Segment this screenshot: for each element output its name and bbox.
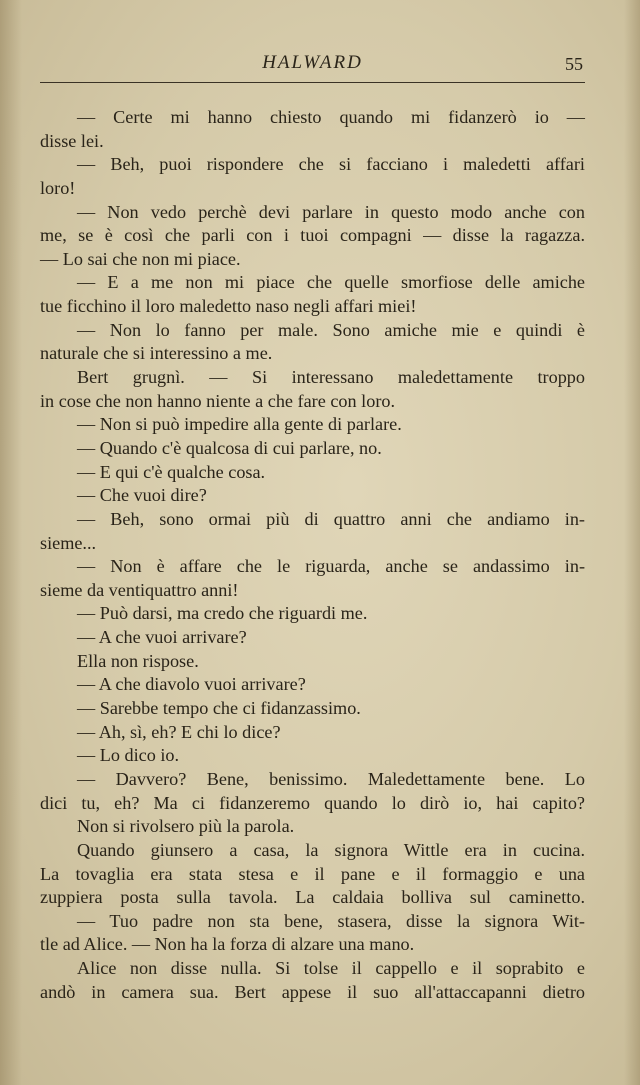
text-line: — Non si può impedire alla gente di parlare.: [77, 414, 402, 435]
text-line: naturale che si interessino a me.: [40, 343, 273, 364]
running-title: HALWARD: [262, 52, 363, 73]
text-line: andò in camera sua. Bert appese il suo all'attaccapanni dietro: [40, 981, 585, 1002]
text-line: sieme da ventiquattro anni!: [40, 579, 239, 600]
text-line: sieme...: [40, 532, 97, 553]
text-line: — A che diavolo vuoi arrivare?: [77, 674, 306, 695]
text-line: — Davvero? Bene, benissimo. Maledettamente bene. Lo: [77, 768, 585, 789]
text-line: — Non vedo perchè devi parlare in questo modo anche con: [77, 201, 585, 222]
text-line: — Tuo padre non sta bene, stasera, disse la signora Wit-: [77, 910, 585, 931]
text-line: — Lo sai che non mi piace.: [40, 248, 241, 269]
text-line: — A che vuoi arrivare?: [77, 627, 247, 648]
page-edge-shadow-right: [624, 0, 640, 1085]
text-line: — Certe mi hanno chiesto quando mi fidanzerò io —: [77, 107, 585, 127]
text-line: dici tu, eh? Ma ci fidanzeremo quando lo dirò io, hai capito?: [40, 792, 585, 813]
text-line: — E qui c'è qualche cosa.: [77, 461, 266, 482]
page-edge-shadow-left: [0, 0, 22, 1085]
text-line: zuppiera posta sulla tavola. La caldaia bolliva sul caminetto.: [40, 887, 585, 908]
text-line: — Beh, puoi rispondere che si facciano i maledetti affari: [77, 154, 585, 175]
text-line: — Può darsi, ma credo che riguardi me.: [77, 603, 368, 624]
text-line: me, se è così che parli con i tuoi compagni — disse la ragazza.: [40, 225, 585, 246]
text-line: Bert grugnì. — Si interessano maledettamente troppo: [77, 367, 585, 388]
text-line: Alice non disse nulla. Si tolse il cappello e il soprabito e: [77, 958, 585, 979]
text-line: disse lei.: [40, 130, 104, 151]
text-line: loro!: [40, 177, 76, 198]
text-line: Ella non rispose.: [77, 650, 199, 671]
text-line: — Non lo fanno per male. Sono amiche mie e quindi è: [77, 319, 585, 340]
text-line: Quando giunsero a casa, la signora Wittle era in cucina.: [77, 839, 585, 860]
page-number: 55: [565, 54, 583, 74]
text-line: — Ah, sì, eh? E chi lo dice?: [77, 721, 281, 742]
text-line: Non si rivolsero più la parola.: [77, 816, 295, 837]
text-line: — Che vuoi dire?: [77, 485, 207, 506]
text-line: — Quando c'è qualcosa di cui parlare, no.: [77, 437, 382, 458]
text-line: — E a me non mi piace che quelle smorfiose delle amiche: [77, 272, 585, 293]
text-line: — Lo dico io.: [77, 745, 180, 766]
running-header: [40, 50, 585, 83]
text-line: tue ficchino il loro maledetto naso negli affari miei!: [40, 296, 417, 317]
body-text: [40, 106, 585, 1004]
text-line: — Beh, sono ormai più di quattro anni che andiamo in-: [77, 508, 585, 529]
text-line: in cose che non hanno niente a che fare con loro.: [40, 390, 396, 411]
text-line: — Sarebbe tempo che ci fidanzassimo.: [77, 698, 361, 719]
text-line: tle ad Alice. — Non ha la forza di alzare una mano.: [40, 934, 415, 955]
text-line: La tovaglia era stata stesa e il pane e il formaggio e una: [40, 863, 585, 884]
text-line: — Non è affare che le riguarda, anche se andassimo in-: [77, 556, 585, 577]
